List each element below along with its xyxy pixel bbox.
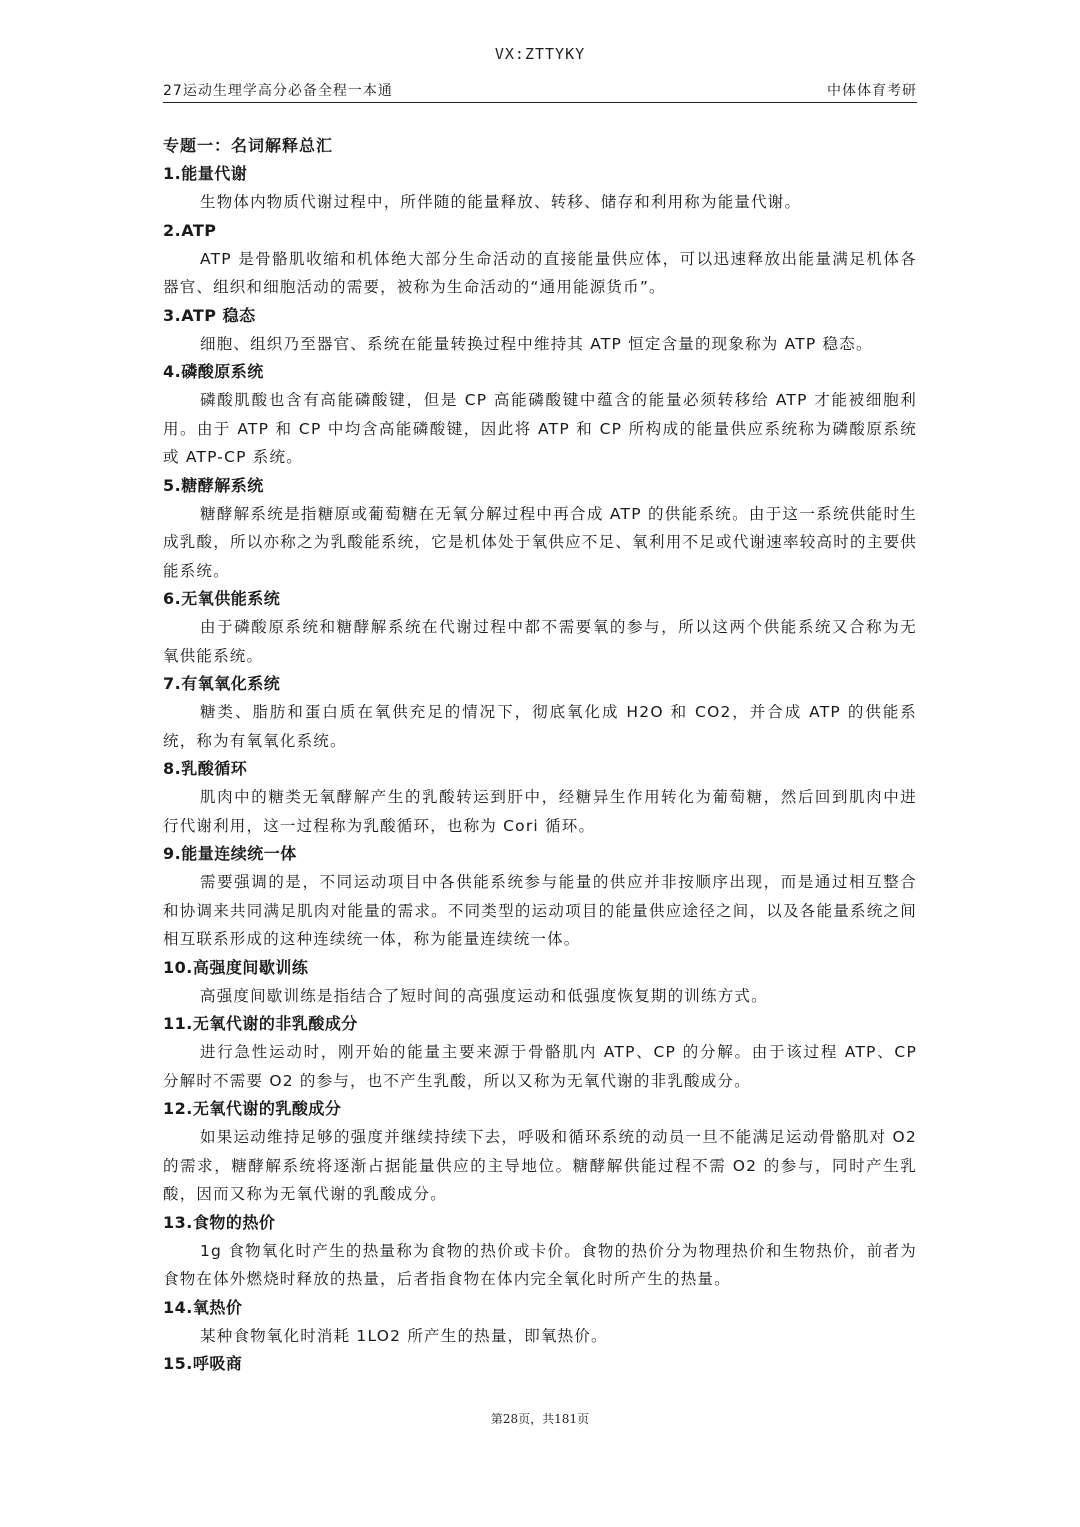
header-publisher: 中体体育考研 bbox=[827, 83, 917, 99]
page-content bbox=[163, 132, 917, 1378]
watermark: VX:ZTTYKY bbox=[494, 45, 586, 63]
entry-definition: 糖酵解系统是指糖原或葡萄糖在无氧分解过程中再合成 ATP 的供能系统。由于这一系统供能时生成乳酸，所以亦称之为乳酸能系统，它是机体处于氧供应不足、氧利用不足或代谢速率较高时的主要供能系统。 bbox=[163, 504, 917, 580]
entry-title: 12.无氧代谢的乳酸成分 bbox=[163, 1099, 342, 1118]
entry-definition: 高强度间歇训练是指结合了短时间的高强度运动和低强度恢复期的训练方式。 bbox=[200, 986, 768, 1005]
entry-definition: 生物体内物质代谢过程中，所伴随的能量释放、转移、储存和利用称为能量代谢。 bbox=[200, 193, 802, 211]
entry-title: 15.呼吸商 bbox=[163, 1354, 243, 1373]
entry-title: 5.糖酵解系统 bbox=[163, 475, 264, 495]
page-number: 第28页，共181页 bbox=[490, 1412, 590, 1426]
entry-title: 6.无氧供能系统 bbox=[163, 589, 281, 608]
entry-title: 2.ATP bbox=[163, 220, 217, 240]
entry-title: 7.有氧氧化系统 bbox=[163, 674, 281, 693]
entry-definition: 磷酸肌酸也含有高能磷酸键，但是 CP 高能磷酸键中蕴含的能量必须转移给 ATP 才能被细胞利用。由于 ATP 和 CP 中均含高能磷酸键，因此将 ATP 和 CP 所构成的能量供应系统称为磷酸原系统或 ATP-CP 系统。 bbox=[163, 391, 917, 466]
entry-definition: ATP 是骨骼肌收缩和机体绝大部分生命活动的直接能量供应体，可以迅速释放出能量满足机体各器官、组织和细胞活动的需要，被称为生命活动的“通用能源货币”。 bbox=[163, 249, 917, 296]
header-book-title: 27运动生理学高分必备全程一本通 bbox=[163, 83, 393, 99]
entry-definition: 细胞、组织乃至器官、系统在能量转换过程中维持其 ATP 恒定含量的现象称为 ATP 稳态。 bbox=[200, 334, 873, 353]
entry-title: 3.ATP 稳态 bbox=[163, 305, 256, 325]
entry-title: 14.氧热价 bbox=[163, 1297, 243, 1317]
entry-title: 1.能量代谢 bbox=[163, 164, 248, 183]
entry-definition: 肌肉中的糖类无氧酵解产生的乳酸转运到肝中，经糖异生作用转化为葡萄糖，然后回到肌肉中进行代谢利用，这一过程称为乳酸循环，也称为 Cori 循环。 bbox=[163, 788, 917, 835]
entry-definition: 某种食物氧化时消耗 1LO2 所产生的热量，即氧热价。 bbox=[200, 1326, 608, 1345]
section-title: 专题一：名词解释总汇 bbox=[163, 136, 334, 155]
entry-title: 4.磷酸原系统 bbox=[163, 362, 264, 381]
entry-definition: 糖类、脂肪和蛋白质在氧供充足的情况下，彻底氧化成 H2O 和 CO2，并合成 ATP 的供能系统，称为有氧氧化系统。 bbox=[163, 703, 917, 750]
entry-definition: 由于磷酸原系统和糖酵解系统在代谢过程中都不需要氧的参与，所以这两个供能系统又合称为无氧供能系统。 bbox=[163, 618, 917, 665]
page-header bbox=[163, 80, 917, 103]
entry-title: 9.能量连续统一体 bbox=[163, 844, 297, 863]
entry-title: 11.无氧代谢的非乳酸成分 bbox=[163, 1014, 358, 1033]
entry-definition: 如果运动维持足够的强度并继续持续下去，呼吸和循环系统的动员一旦不能满足运动骨骼肌对 O2 的需求，糖酵解系统将逐渐占据能量供应的主导地位。糖酵解供能过程不需 O2 的参与，同时产生乳酸，因而又称为无氧代谢的乳酸成分。 bbox=[163, 1128, 917, 1203]
entry-title: 10.高强度间歇训练 bbox=[163, 957, 309, 977]
entry-definition: 1g 食物氧化时产生的热量称为食物的热价或卡价。食物的热价分为物理热价和生物热价，前者为食物在体外燃烧时释放的热量，后者指食物在体内完全氧化时所产生的热量。 bbox=[163, 1241, 917, 1288]
entry-title: 8.乳酸循环 bbox=[163, 759, 248, 778]
entries-list bbox=[163, 160, 917, 1378]
entry-definition: 需要强调的是，不同运动项目中各供能系统参与能量的供应并非按顺序出现，而是通过相互整合和协调来共同满足肌肉对能量的需求。不同类型的运动项目的能量供应途径之间，以及各能量系统之间相互联系形成的这种连续统一体，称为能量连续统一体。 bbox=[163, 873, 917, 948]
entry-title: 13.食物的热价 bbox=[163, 1212, 276, 1232]
entry-definition: 进行急性运动时，刚开始的能量主要来源于骨骼肌内 ATP、CP 的分解。由于该过程 ATP、CP 分解时不需要 O2 的参与，也不产生乳酸，所以又称为无氧代谢的非乳酸成分。 bbox=[163, 1043, 917, 1090]
